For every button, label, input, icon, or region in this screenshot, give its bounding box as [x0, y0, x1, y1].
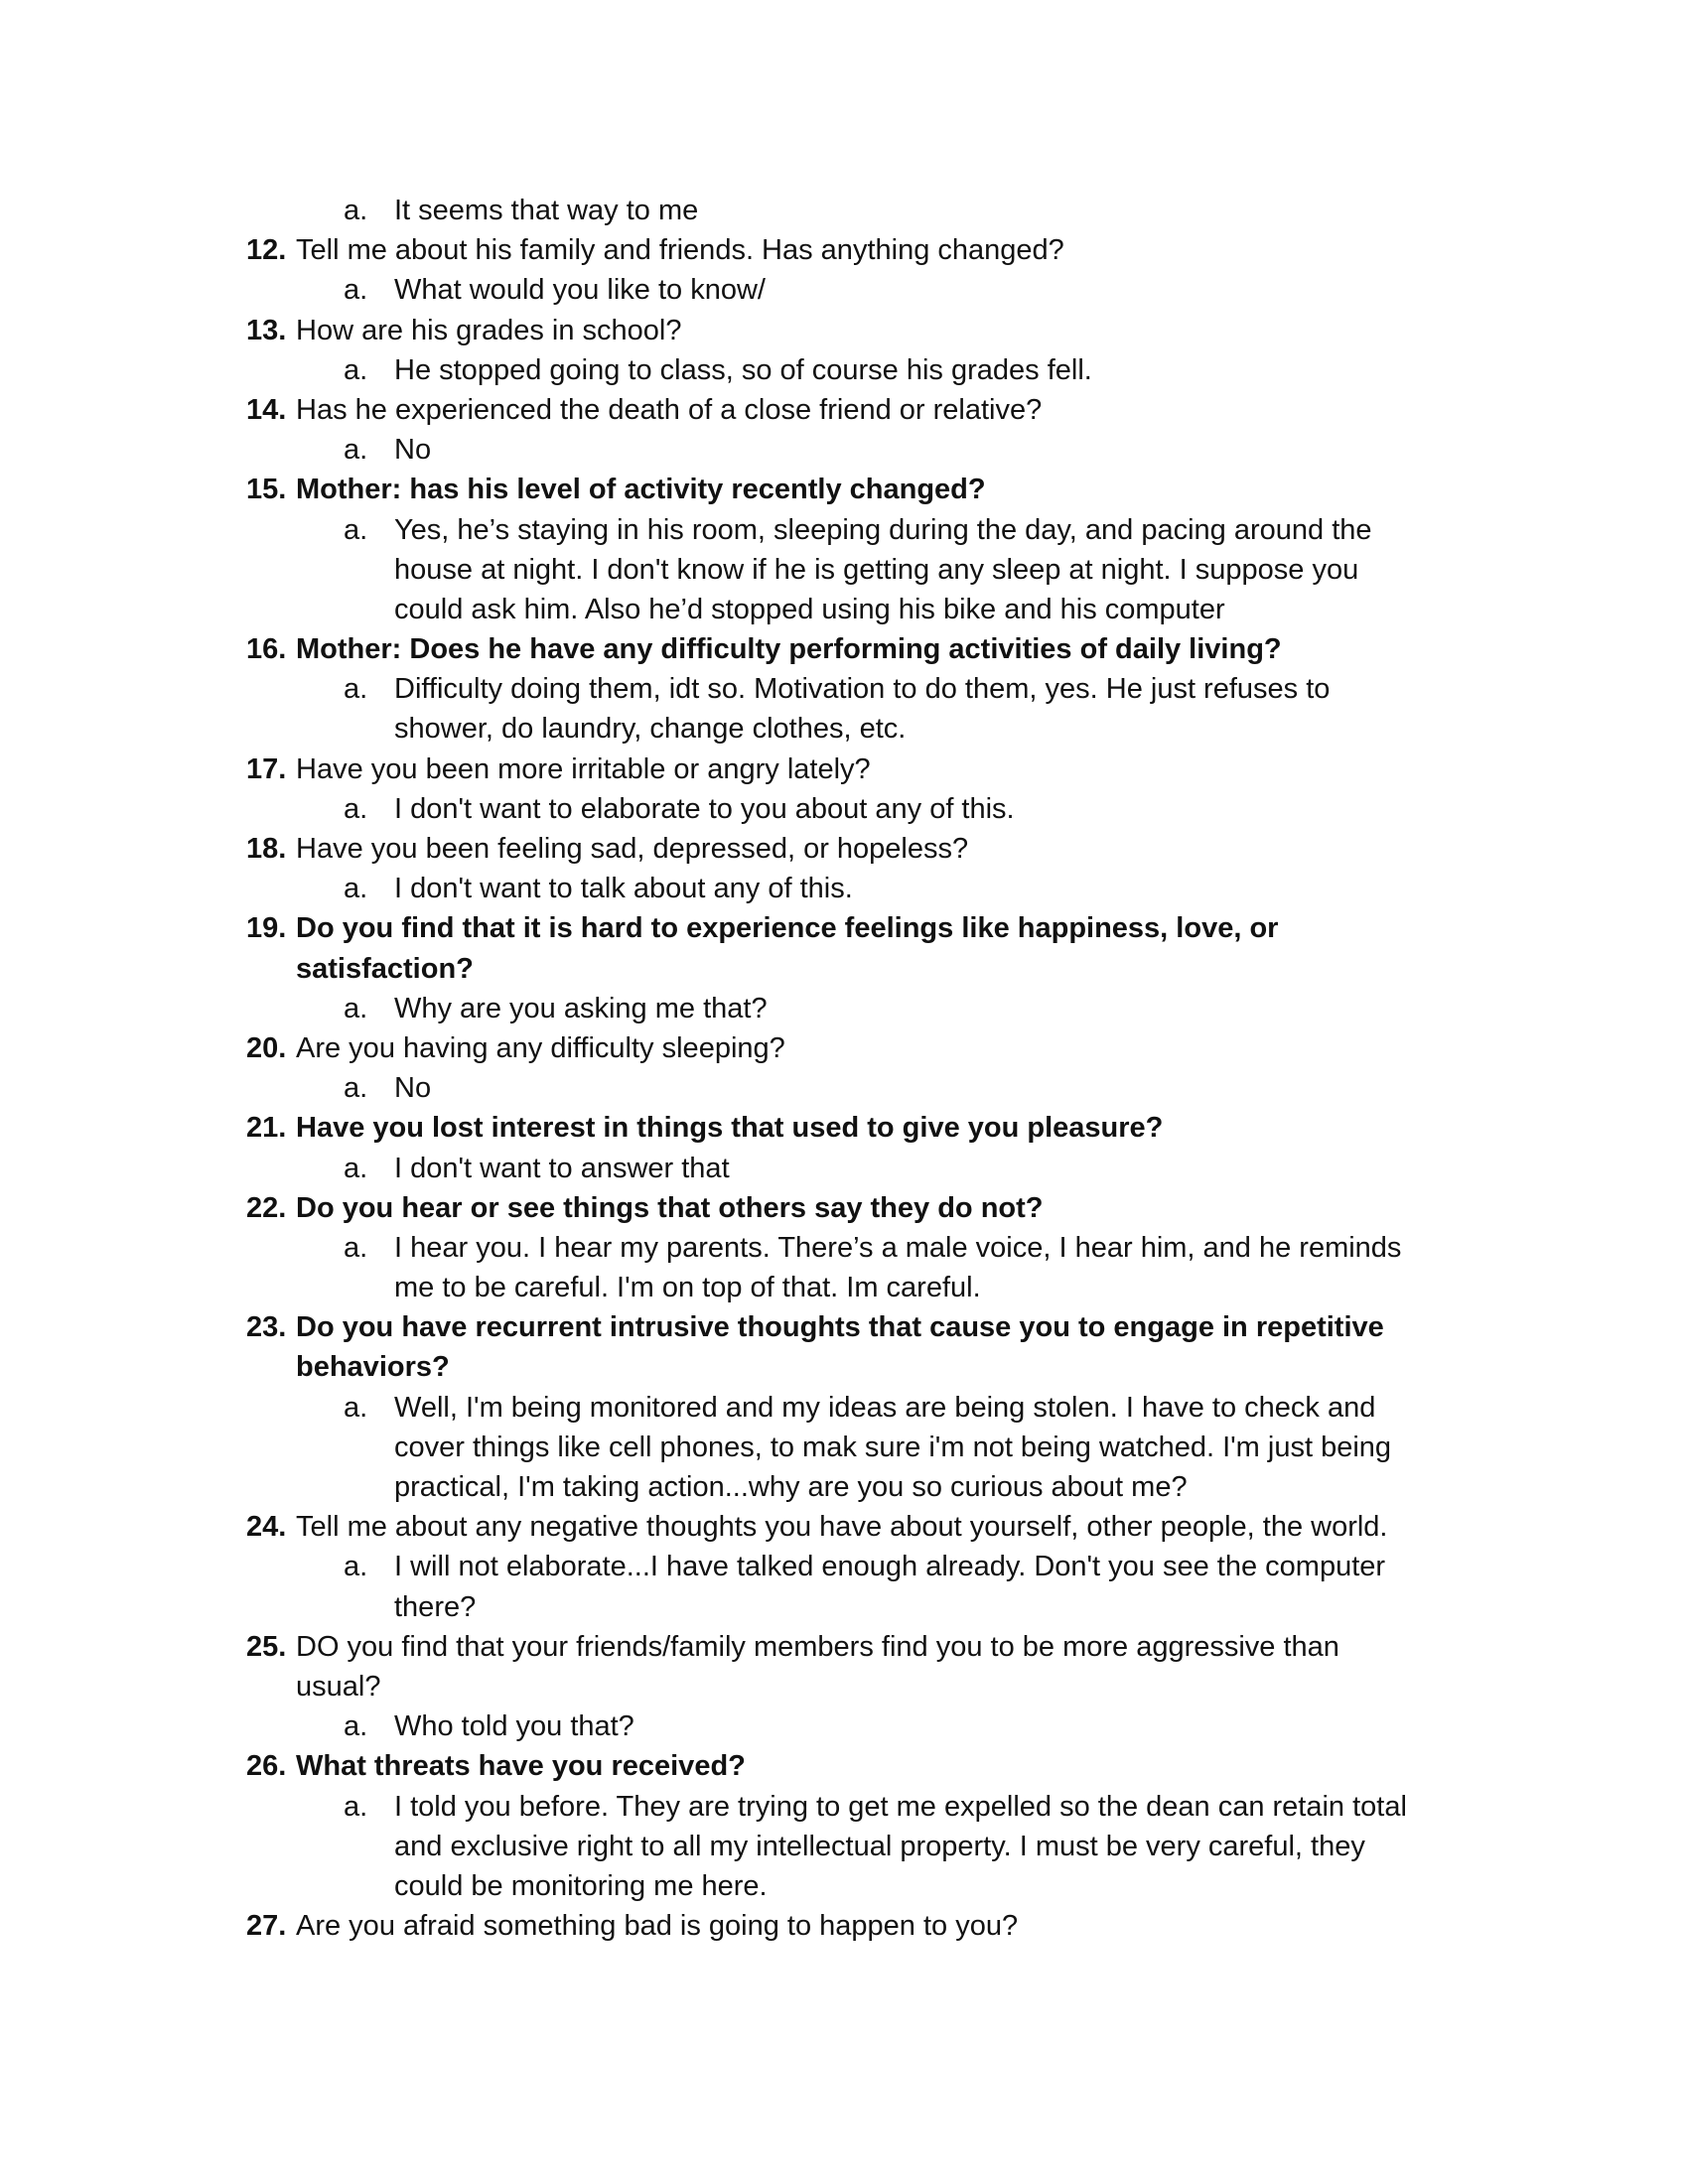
answer-text: and exclusive right to all my intellectual property. I must be very careful, they [394, 1830, 1365, 1862]
answer-label: a. [344, 274, 368, 307]
answer-label: a. [344, 873, 368, 905]
answer-label: a. [344, 353, 368, 386]
answer-text: there? [394, 1590, 477, 1623]
question-number: 23. [246, 1311, 287, 1344]
question-number: 27. [246, 1910, 287, 1943]
question-text: Has he experienced the death of a close friend or relative? [296, 393, 1043, 426]
question-continuation [0, 1667, 1688, 1706]
question-line [0, 829, 1688, 869]
question-text: Do you hear or see things that others say they do not? [296, 1191, 1044, 1224]
question-number: 14. [246, 393, 287, 426]
answer-text: cover things like cell phones, to mak sure i'm not being watched. I'm just being [394, 1431, 1392, 1463]
question-line [0, 629, 1688, 669]
answer-text: I told you before. They are trying to get me expelled so the dean can retain total [394, 1790, 1407, 1823]
answer-label: a. [344, 673, 368, 706]
question-text: Are you afraid something bad is going to happen to you? [296, 1910, 1019, 1943]
answer-line [0, 1388, 1688, 1428]
answer-label: a. [344, 195, 368, 226]
answer-line [0, 350, 1688, 390]
answer-label: a. [344, 434, 368, 467]
answer-line [0, 869, 1688, 908]
question-line [0, 1507, 1688, 1547]
question-number: 13. [246, 314, 287, 346]
answer-line [0, 1787, 1688, 1827]
answer-continuation [0, 1268, 1688, 1307]
answer-label: a. [344, 992, 368, 1024]
question-number: 26. [246, 1750, 287, 1783]
answer-text: me to be careful. I'm on top of that. Im careful. [394, 1272, 981, 1304]
question-line [0, 1307, 1688, 1347]
answer-continuation [0, 1587, 1688, 1627]
question-line [0, 1108, 1688, 1148]
answer-label: a. [344, 792, 368, 825]
answer-continuation [0, 1827, 1688, 1866]
answer-continuation [0, 550, 1688, 590]
answer-line [0, 789, 1688, 829]
answer-label: a. [344, 1391, 368, 1424]
answer-text: I don't want to elaborate to you about any of this. [394, 792, 1015, 825]
question-number: 19. [246, 912, 287, 945]
question-number: 12. [246, 234, 287, 267]
answer-line [0, 270, 1688, 310]
answer-line [0, 1149, 1688, 1188]
answer-line [0, 1068, 1688, 1108]
answer-text: Well, I'm being monitored and my ideas are being stolen. I have to check and [394, 1391, 1376, 1424]
question-text: Do you have recurrent intrusive thoughts that cause you to engage in repetitive [296, 1311, 1384, 1344]
answer-label: a. [344, 1790, 368, 1823]
answer-text: He stopped going to class, so of course his grades fell. [394, 353, 1092, 386]
answer-text: shower, do laundry, change clothes, etc. [394, 713, 907, 746]
answer-text: I will not elaborate...I have talked enough already. Don't you see the computer [394, 1551, 1386, 1583]
question-number: 16. [246, 633, 287, 666]
question-text: DO you find that your friends/family members find you to be more aggressive than [296, 1630, 1339, 1663]
answer-continuation [0, 1428, 1688, 1467]
question-number: 21. [246, 1112, 287, 1145]
question-text: Are you having any difficulty sleeping? [296, 1031, 785, 1064]
question-text: usual? [296, 1670, 381, 1703]
question-line [0, 1906, 1688, 1946]
answer-line [0, 989, 1688, 1028]
answer-line [0, 1547, 1688, 1586]
question-text: satisfaction? [296, 952, 474, 985]
question-line [0, 1627, 1688, 1667]
question-continuation [0, 1347, 1688, 1387]
answer-label: a. [344, 1710, 368, 1743]
question-line [0, 908, 1688, 948]
answer-continuation [0, 1866, 1688, 1906]
answer-line [0, 1228, 1688, 1268]
question-number: 15. [246, 474, 287, 506]
question-number: 25. [246, 1630, 287, 1663]
question-line [0, 390, 1688, 430]
answer-continuation [0, 590, 1688, 629]
question-text: Have you lost interest in things that used to give you pleasure? [296, 1112, 1164, 1145]
answer-text: I hear you. I hear my parents. There’s a male voice, I hear him, and he reminds [394, 1231, 1402, 1264]
question-number: 18. [246, 833, 287, 865]
answer-text: could be monitoring me here. [394, 1869, 768, 1902]
answer-line [0, 191, 1688, 230]
answer-text: could ask him. Also he’d stopped using his bike and his computer [394, 593, 1225, 625]
question-line [0, 750, 1688, 789]
question-text: behaviors? [296, 1351, 450, 1384]
question-text: Have you been feeling sad, depressed, or hopeless? [296, 833, 969, 865]
answer-text: Who told you that? [394, 1710, 634, 1743]
question-number: 17. [246, 752, 287, 785]
answer-text: Yes, he’s staying in his room, sleeping during the day, and pacing around the [394, 513, 1372, 546]
answer-line [0, 430, 1688, 470]
answer-text: No [394, 1072, 432, 1105]
answer-continuation [0, 1467, 1688, 1507]
question-text: Mother: Does he have any difficulty performing activities of daily living? [296, 633, 1282, 666]
question-line [0, 470, 1688, 509]
answer-text: house at night. I don't know if he is getting any sleep at night. I suppose you [394, 553, 1359, 586]
answer-label: a. [344, 513, 368, 546]
question-number: 22. [246, 1191, 287, 1224]
question-continuation [0, 949, 1688, 989]
answer-label: a. [344, 1231, 368, 1264]
answer-text: practical, I'm taking action...why are you so curious about me? [394, 1471, 1188, 1503]
answer-text: No [394, 434, 432, 467]
question-text: How are his grades in school? [296, 314, 682, 346]
answer-text: I don't want to answer that [394, 1152, 730, 1184]
question-line [0, 1028, 1688, 1068]
question-text: Tell me about any negative thoughts you have about yourself, other people, the world. [296, 1511, 1388, 1544]
question-text: Do you find that it is hard to experience feelings like happiness, love, or [296, 912, 1279, 945]
question-line [0, 1188, 1688, 1228]
answer-line [0, 669, 1688, 709]
question-text: Have you been more irritable or angry lately? [296, 752, 871, 785]
answer-line [0, 1706, 1688, 1746]
question-line [0, 230, 1688, 270]
answer-line [0, 510, 1688, 550]
question-line [0, 311, 1688, 350]
answer-text: Why are you asking me that? [394, 992, 768, 1024]
answer-label: a. [344, 1152, 368, 1184]
question-line [0, 1746, 1688, 1786]
answer-text: It seems that way to me [394, 195, 699, 226]
question-text: Mother: has his level of activity recently changed? [296, 474, 986, 506]
answer-continuation [0, 709, 1688, 749]
answer-label: a. [344, 1072, 368, 1105]
answer-text: Difficulty doing them, idt so. Motivation to do them, yes. He just refuses to [394, 673, 1331, 706]
answer-text: I don't want to talk about any of this. [394, 873, 853, 905]
answer-text: What would you like to know/ [394, 274, 766, 307]
answer-label: a. [344, 1551, 368, 1583]
question-number: 20. [246, 1031, 287, 1064]
question-number: 24. [246, 1511, 287, 1544]
document-body [0, 191, 1688, 1946]
question-text: Tell me about his family and friends. Has anything changed? [296, 234, 1064, 267]
question-text: What threats have you received? [296, 1750, 746, 1783]
